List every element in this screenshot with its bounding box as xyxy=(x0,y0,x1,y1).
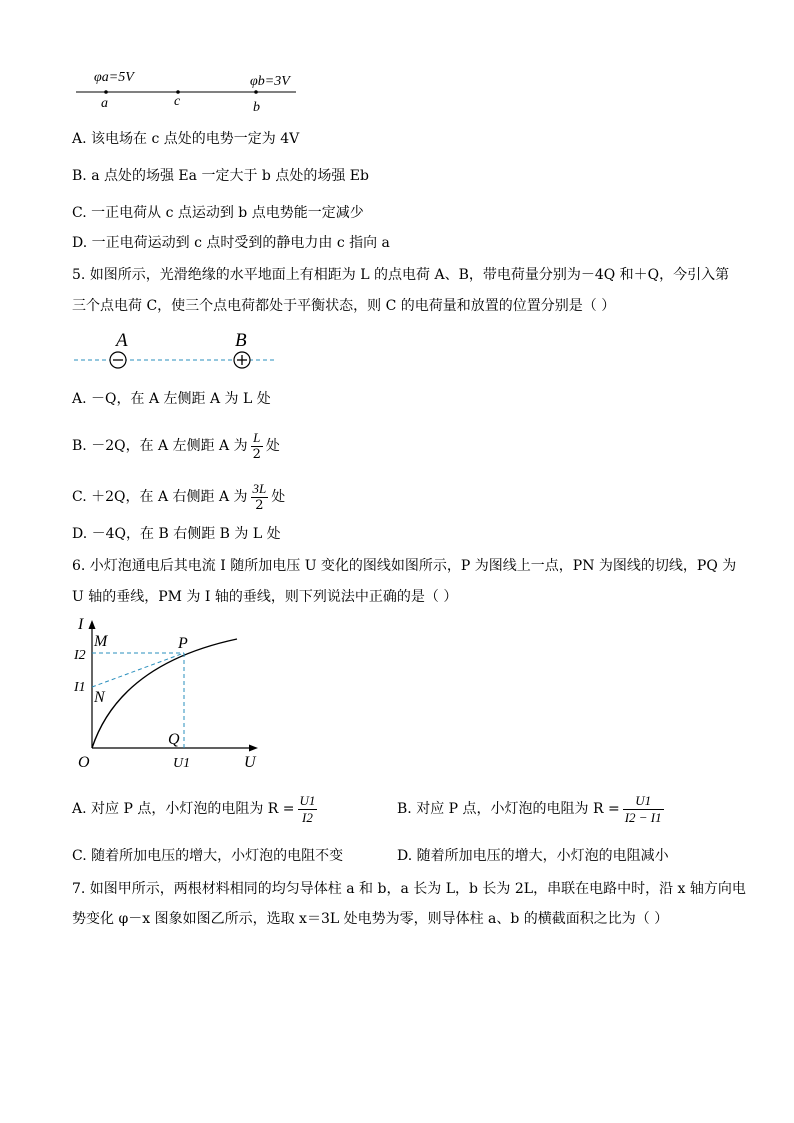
iu-graph xyxy=(72,612,272,778)
q5-option-b xyxy=(72,428,280,464)
q5-stem-line1: 5. 如图所示，光滑绝缘的水平地面上有相距为 L 的点电荷 A、B，带电荷量分别为－4Q 和＋Q，今引入第 xyxy=(72,267,730,283)
point-c-label: c xyxy=(174,94,181,109)
q5-option-b-text: B. －2Q，在 A 左侧距 A 为 xyxy=(72,438,248,454)
point-q-label: Q xyxy=(168,731,180,748)
u1-tick-label: U1 xyxy=(173,756,191,771)
q6-option-a-fraction xyxy=(298,793,318,826)
q5-stem-line2: 三个点电荷 C，使三个点电荷都处于平衡状态，则 C 的电荷量和放置的位置分别是（ ） xyxy=(72,298,616,314)
point-m-label: M xyxy=(94,633,108,650)
i1-tick-label: I1 xyxy=(74,680,86,695)
fraction-denominator: 2 xyxy=(255,497,264,513)
q5-option-c-fraction xyxy=(251,481,269,514)
q4-option-a: A. 该电场在 c 点处的电势一定为 4V xyxy=(72,131,300,147)
q5-option-a: A. －Q，在 A 左侧距 A 为 L 处 xyxy=(72,391,271,407)
phi-b-label: φb=3V xyxy=(250,74,290,89)
q5-option-c xyxy=(72,479,285,515)
q4-option-c: C. 一正电荷从 c 点运动到 b 点电势能一定减少 xyxy=(72,205,364,221)
iu-curve xyxy=(92,639,237,748)
q5-option-c-text: C. ＋2Q，在 A 右侧距 A 为 xyxy=(72,489,248,505)
origin-label: O xyxy=(78,754,90,771)
i-axis-arrow-icon xyxy=(89,620,96,629)
i2-tick-label: I2 xyxy=(74,648,86,663)
u-axis-arrow-icon xyxy=(249,745,258,752)
fraction-numerator: U1 xyxy=(623,793,664,810)
i-axis-label: I xyxy=(78,616,84,633)
fraction-denominator: 2 xyxy=(252,446,261,462)
q6-option-b-fraction xyxy=(623,793,664,826)
q5-option-b-fraction xyxy=(251,430,263,463)
q4-option-d: D. 一正电荷运动到 c 点时受到的静电力由 c 指向 a xyxy=(72,235,390,251)
potential-line-figure xyxy=(70,64,310,116)
q5-option-c-suffix: 处 xyxy=(271,489,286,505)
fraction-numerator: U1 xyxy=(299,792,316,808)
point-b-dot xyxy=(254,90,258,94)
point-n-label: N xyxy=(94,689,105,706)
q6-option-d: D. 随着所加电压的增大，小灯泡的电阻减小 xyxy=(397,848,669,864)
u-axis-label: U xyxy=(244,754,256,771)
point-p-label: P xyxy=(178,635,188,652)
fraction-numerator: 3L xyxy=(252,480,267,496)
fraction-numerator: L xyxy=(251,430,263,447)
q4-option-b: B. a 点处的场强 Ea 一定大于 b 点处的场强 Eb xyxy=(72,168,369,184)
charge-a-label: A xyxy=(116,330,128,351)
fraction-denominator: I2 − I1 xyxy=(624,809,662,825)
q6-stem-line1: 6. 小灯泡通电后其电流 I 随所加电压 U 变化的图线如图所示，P 为图线上一点，PN 为图线的切线，PQ 为 xyxy=(72,558,737,574)
q5-option-b-suffix: 处 xyxy=(265,438,280,454)
phi-a-label: φa=5V xyxy=(94,70,134,85)
q6-option-c: C. 随着所加电压的增大，小灯泡的电阻不变 xyxy=(72,848,344,864)
q5-option-d: D. －4Q，在 B 右侧距 B 为 L 处 xyxy=(72,526,281,542)
q7-stem-line2: 势变化 φ－x 图象如图乙所示，选取 x＝3L 处电势为零，则导体柱 a、b 的横截面积之比为（ ） xyxy=(72,911,669,927)
q6-option-b-text: B. 对应 P 点，小灯泡的电阻为 R = xyxy=(397,801,620,817)
q6-option-b xyxy=(397,790,667,828)
q6-stem-line2: U 轴的垂线，PM 为 I 轴的垂线，则下列说法中正确的是（ ） xyxy=(72,589,458,605)
q7-stem-line1: 7. 如图甲所示，两根材料相同的均匀导体柱 a 和 b，a 长为 L，b 长为 2L，串联在电路中时，沿 x 轴方向电 xyxy=(72,881,746,897)
q6-option-a-text: A. 对应 P 点，小灯泡的电阻为 R = xyxy=(72,801,295,817)
charge-b-label: B xyxy=(235,330,247,351)
charges-figure xyxy=(70,326,280,376)
point-a-dot xyxy=(104,90,108,94)
fraction-denominator: I2 xyxy=(302,809,313,825)
point-a-label: a xyxy=(101,96,108,111)
q6-option-a xyxy=(72,790,320,828)
point-b-label: b xyxy=(253,100,260,115)
